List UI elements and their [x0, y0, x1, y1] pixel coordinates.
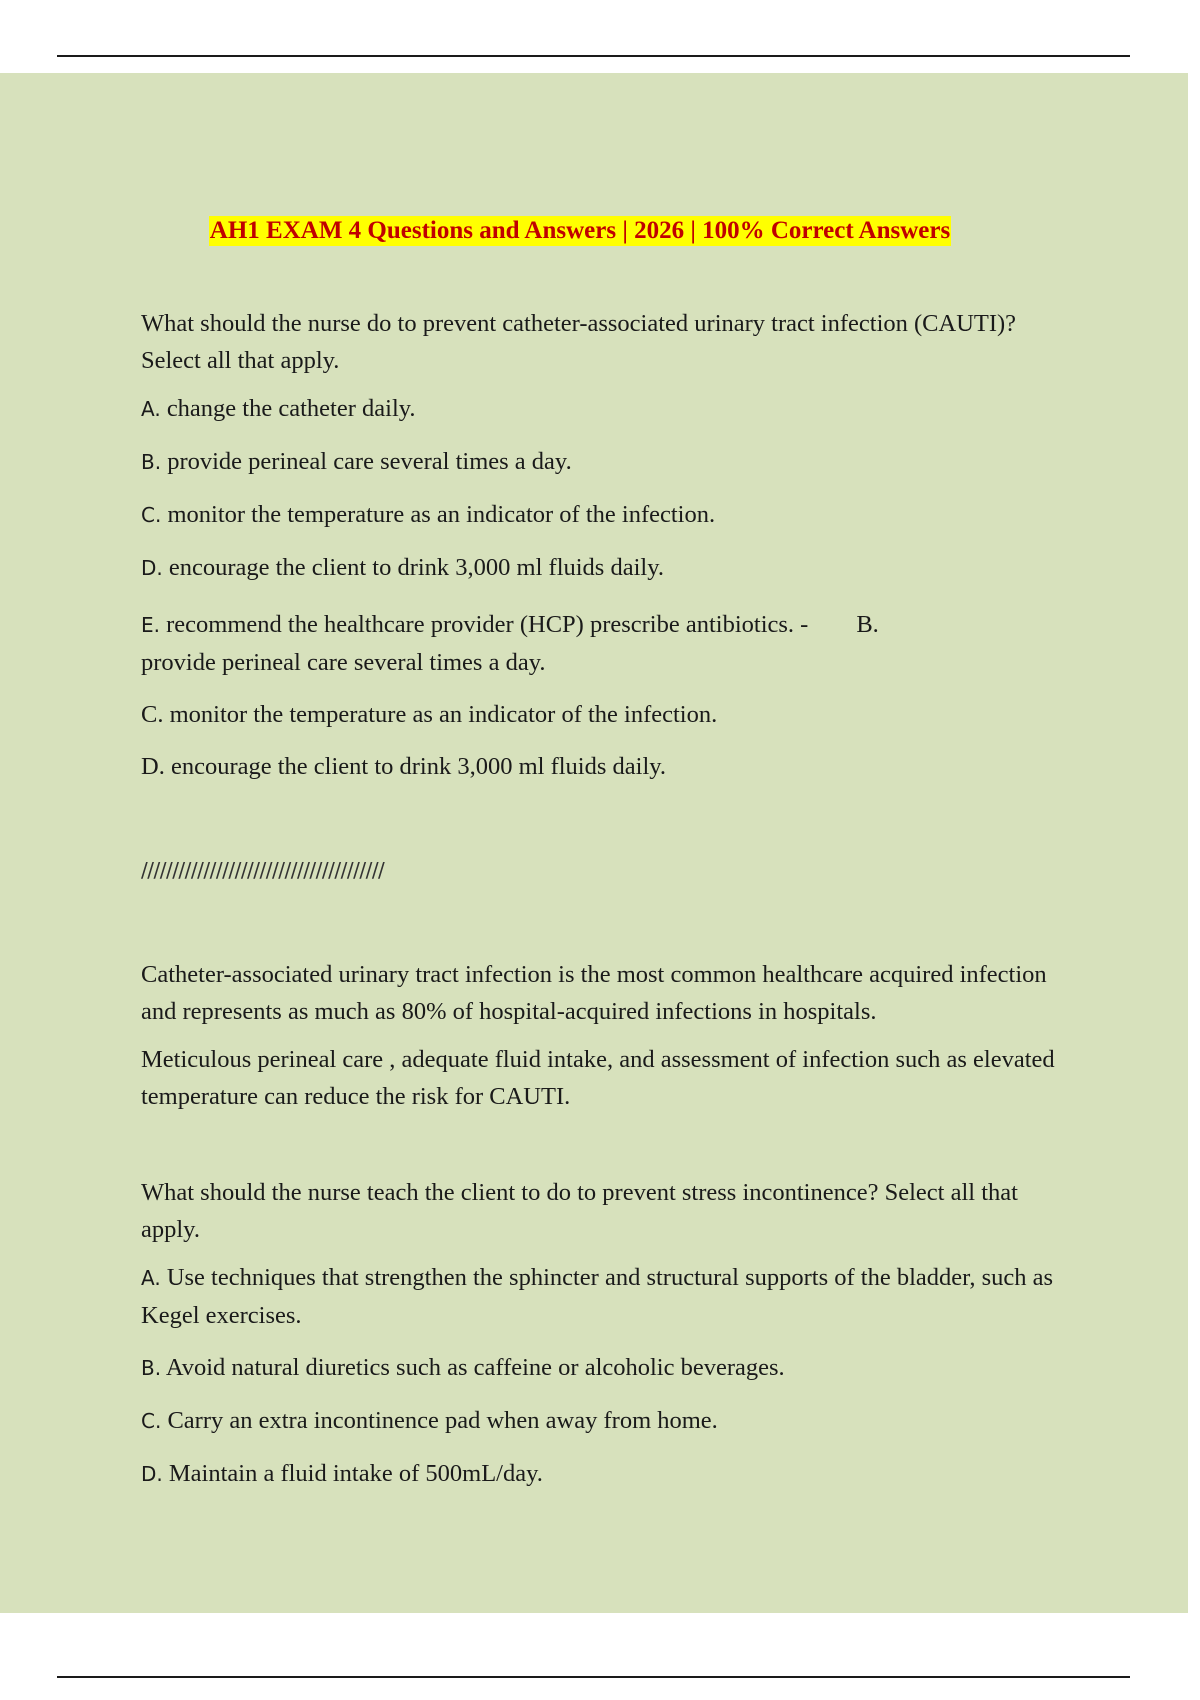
answer-text: provide perineal care several times a day. [141, 649, 546, 676]
question-2-option-c [141, 1402, 1061, 1440]
title-container [0, 216, 1160, 246]
rationale-paragraph-2: Meticulous perineal care , adequate fluid intake, and assessment of infection such as elevated temperature can reduce the risk for CAUTI. [141, 1046, 1055, 1110]
divider-slashes: /////////////////////////////////////// [141, 858, 385, 882]
option-text: provide perineal care several times a day. [161, 448, 572, 475]
option-letter: D. [141, 556, 163, 580]
question-1-option-e [141, 606, 1061, 681]
option-text: encourage the client to drink 3,000 ml fluids daily. [162, 554, 664, 581]
question-2-option-d [141, 1455, 1061, 1493]
option-text: Carry an extra incontinence pad when away from home. [161, 1407, 718, 1434]
question-2-option-a [141, 1259, 1061, 1334]
question-1-option-b [141, 443, 1061, 481]
top-rule [57, 55, 1130, 57]
option-letter: B. [141, 450, 162, 474]
question-1-option-a [141, 390, 1061, 428]
rationale-paragraph-1: Catheter-associated urinary tract infection is the most common healthcare acquired infection and represents as much as 80% of hospital-acquired infections in hospitals. [141, 961, 1047, 1025]
option-text: Maintain a fluid intake of 500mL/day. [162, 1460, 543, 1487]
question-1-stem: What should the nurse do to prevent catheter-associated urinary tract infection (CAUTI)? Select all that apply. [141, 310, 1017, 374]
question-2-stem: What should the nurse teach the client to do to prevent stress incontinence? Select all that apply. [141, 1179, 1018, 1243]
option-letter: A. [141, 397, 161, 421]
answer-letter: B. [856, 611, 879, 638]
document-title: AH1 EXAM 4 Questions and Answers | 2026 | 100% Correct Answers [209, 217, 951, 244]
option-text: monitor the temperature as an indicator of the infection. [161, 501, 716, 528]
question-1-answer-d: D. encourage the client to drink 3,000 ml fluids daily. [141, 753, 667, 780]
option-letter: A. [141, 1266, 161, 1290]
option-letter: C. [141, 503, 162, 527]
option-letter: E. [141, 613, 160, 637]
option-letter: D. [141, 1462, 163, 1486]
question-1-option-d [141, 549, 1061, 587]
question-2-option-b [141, 1349, 1061, 1387]
option-text: Avoid natural diuretics such as caffeine or alcoholic beverages. [161, 1354, 785, 1381]
option-text: Use techniques that strengthen the sphincter and structural supports of the bladder, such as Kegel exercises. [141, 1264, 1054, 1329]
option-text: recommend the healthcare provider (HCP) prescribe antibiotics. - [160, 611, 809, 638]
question-1-option-c [141, 496, 1061, 534]
option-text: change the catheter daily. [160, 395, 416, 422]
option-letter: C. [141, 1409, 162, 1433]
document-body [141, 305, 1061, 1493]
option-letter: B. [141, 1356, 162, 1380]
bottom-rule [57, 1676, 1130, 1678]
question-1-answer-c: C. monitor the temperature as an indicator of the infection. [141, 701, 718, 728]
